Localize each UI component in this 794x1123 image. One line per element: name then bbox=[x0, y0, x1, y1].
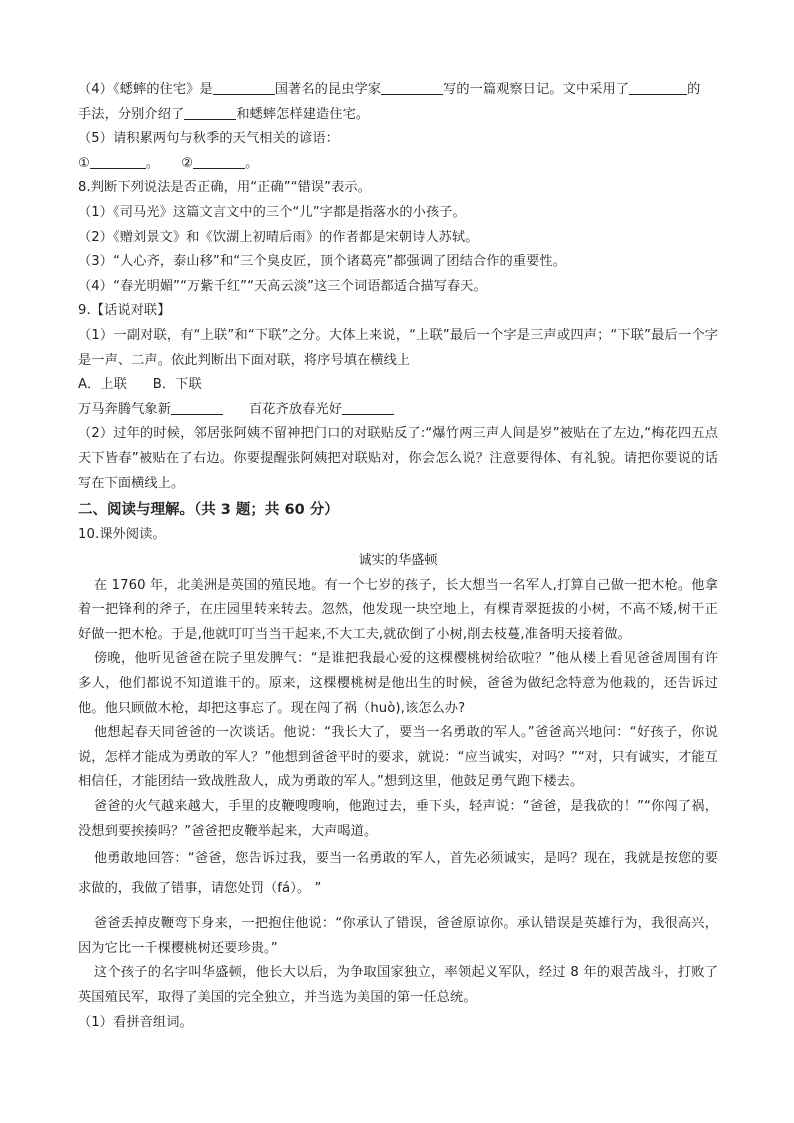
q9-options: A．上联 B．下联 bbox=[78, 377, 202, 393]
q7-item4-text: 国著名的昆虫学家 bbox=[274, 82, 382, 97]
q7-item4-line2 bbox=[78, 103, 718, 128]
section-heading: 二、阅读与理解。（共 3 题；共 60 分） bbox=[78, 502, 339, 519]
couplet-text: 万马奔腾气象新 bbox=[78, 401, 172, 417]
q10-sub1: （1）看拼音组词。 bbox=[78, 1014, 193, 1030]
q8-item: （1）《司马光》这篇文言文中的三个“儿”字都是指落水的小孩子。 bbox=[78, 204, 466, 220]
answer-blank[interactable] bbox=[213, 80, 275, 95]
period: 。 bbox=[245, 155, 259, 171]
answer-blank[interactable] bbox=[184, 105, 236, 120]
passage-title: 诚实的华盛顿 bbox=[358, 552, 438, 568]
q8-item: （3）“人心齐，泰山移”和“三个臭皮匠，顶个诸葛亮”都强调了团结合作的重要性。 bbox=[78, 254, 566, 270]
q9-couplets bbox=[78, 398, 718, 423]
passage-paragraph: 这个孩子的名字叫华盛顿，他长大以后，为争取国家独立，率领起义军队，经过 8 年的艰苦战斗，打败了英国殖民军，取得了美国的完全独立，并当选为美国的第一任总统。 bbox=[78, 965, 718, 1005]
passage-paragraph: 在 1760 年，北美洲是英国的殖民地。有一个七岁的孩子，长大想当一名军人,打算自己做一把木枪。他拿着一把锋利的斧子，在庄园里转来转去。忽然，他发现一块空地上，有棵青翠挺拔的小树，不高不矮,树干正好做一把木枪。于是,他就叮叮当当干起来,不大工夫,就砍倒了小树,削去枝蔓,准备明天接着做。 bbox=[78, 577, 718, 642]
period: 。 bbox=[145, 155, 160, 171]
passage-paragraph: 傍晚，他听见爸爸在院子里发脾气：“是谁把我最心爱的这棵樱桃树给砍啦？”他从楼上看见爸爸周围有许多人，他们都说不知道谁干的。原来，这棵樱桃树是他出生的时候，爸爸为做纪念特意为他栽的，还告诉过他。他只顾做木枪，却把这事忘了。现在闯了祸（huò),该怎么办? bbox=[78, 651, 718, 716]
couplet-text: 百花齐放春光好 bbox=[249, 401, 343, 417]
answer-blank[interactable] bbox=[171, 400, 223, 415]
q7-item4-text: 手法，分别介绍了 bbox=[78, 106, 185, 122]
q9-part2: （2）过年的时候，邻居张阿姨不留神把门口的对联贴反了:“爆竹两三声人间是岁”被贴在了左边,“梅花四五点天下皆春”被贴在了右边。你要提醒张阿姨把对联贴对，你会怎么说？注意要得体、有礼貌。请把你要说的话写在下面横线上。 bbox=[78, 426, 718, 491]
circle-number: ① bbox=[78, 155, 90, 171]
answer-blank[interactable] bbox=[381, 80, 443, 95]
q7-item4-text: 和蟋蟀怎样建造住宅。 bbox=[236, 106, 370, 122]
q8-item: （2）《赠刘景文》和《饮湖上初晴后雨》的作者都是宋朝诗人苏轼。 bbox=[78, 229, 479, 245]
q9-part1: （1）一副对联，有“上联”和“下联”之分。大体上来说，“上联”最后一个字是三声或四声；“下联”最后一个字是一声、二声。依此判断出下面对联，将序号填在横线上 bbox=[78, 327, 718, 368]
q7-item4-text: （4）《蟋蟀的住宅》是 bbox=[78, 82, 213, 97]
answer-blank[interactable] bbox=[90, 154, 146, 169]
q10-heading: 10.课外阅读。 bbox=[78, 527, 166, 543]
q7-item5-answers bbox=[78, 152, 718, 177]
circle-number: ② bbox=[181, 155, 194, 171]
q9-heading: 9.【话说对联】 bbox=[78, 303, 171, 319]
q7-item4-text: 写的一篇观察日记。文中采用了 bbox=[443, 82, 630, 97]
answer-blank[interactable] bbox=[629, 80, 687, 95]
q7-item4-text: 的 bbox=[687, 82, 701, 97]
passage-paragraph: 他想起春天同爸爸的一次谈话。他说：“我长大了，要当一名勇敢的军人。”爸爸高兴地问：“好孩子，你说说，怎样才能成为勇敢的军人？”他想到爸爸平时的要求，就说：“应当诚实，对吗？”“对，只有诚实，才能互相信任，才能团结一致战胜敌人，成为勇敢的军人。”想到这里，他鼓足勇气跑下楼去。 bbox=[78, 725, 718, 790]
exam-page bbox=[78, 78, 718, 1035]
passage-paragraph: 他勇敢地回答：“爸爸，您告诉过我，要当一名勇敢的军人，首先必须诚实，是吗？现在，我就是按您的要求做的，我做了错事，请您处罚（fá）。 ” bbox=[78, 851, 718, 897]
answer-blank[interactable] bbox=[342, 400, 394, 415]
q7-item5: （5）请积累两句与秋季的天气相关的谚语： bbox=[78, 131, 339, 147]
answer-blank[interactable] bbox=[193, 154, 245, 169]
q7-item4-line1 bbox=[78, 78, 718, 103]
q8-heading: 8.判断下列说法是否正确，用“正确”“错误”表示。 bbox=[78, 180, 371, 196]
passage-paragraph: 爸爸的火气越来越大，手里的皮鞭嗖嗖响，他跑过去，垂下头，轻声说：“爸爸，是我砍的！”“你闯了祸，没想到要挨揍吗？”爸爸把皮鞭举起来，大声喝道。 bbox=[78, 799, 718, 839]
passage-paragraph: 爸爸丢掉皮鞭弯下身来，一把抱住他说：“你承认了错误，爸爸原谅你。承认错误是英雄行为，我很高兴，因为它比一千棵樱桃树还要珍贵。” bbox=[78, 916, 718, 956]
q8-item: （4）“春光明媚”“万紫千红”“天高云淡”这三个词语都适合描写春天。 bbox=[78, 278, 487, 294]
